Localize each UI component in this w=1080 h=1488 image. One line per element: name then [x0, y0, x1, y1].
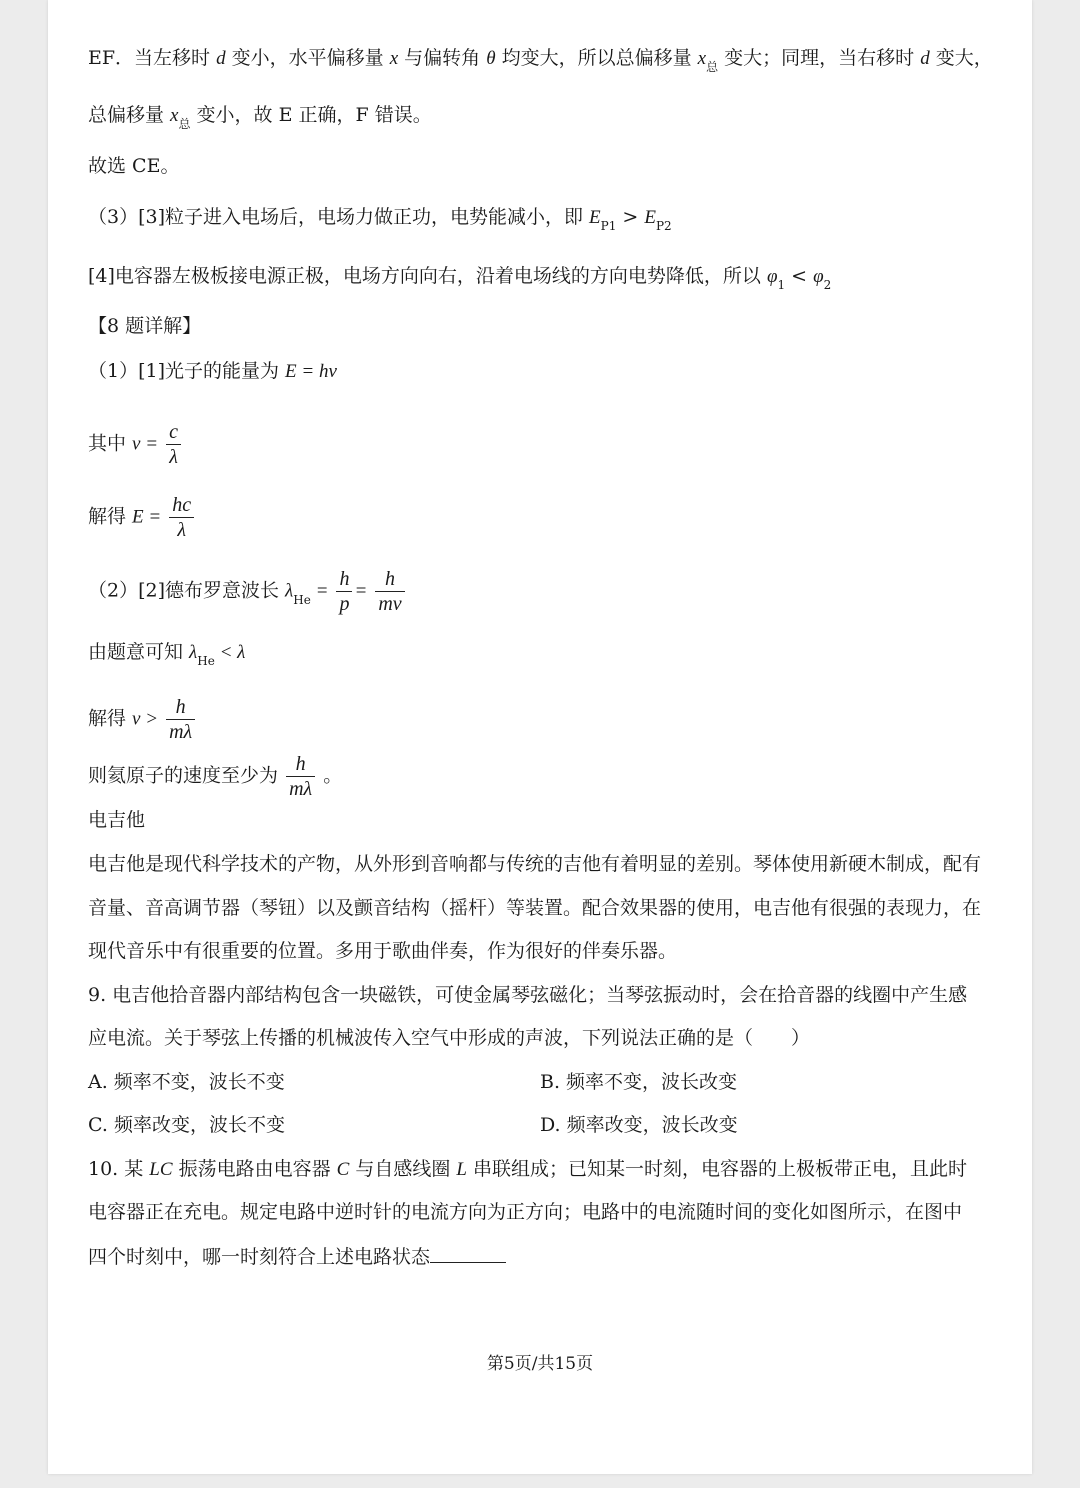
text: （1）[1]光子的能量为 — [88, 360, 286, 382]
denominator: p — [339, 593, 350, 615]
numerator: h — [286, 752, 315, 777]
q9-line-2: 应电流。关于琴弦上传播的机械波传入空气中形成的声波，下列说法正确的是（ ） — [88, 1027, 811, 1049]
text: 解得 — [88, 707, 133, 730]
page-footer: 第5页/共15页 — [486, 1354, 594, 1374]
var-d: d — [920, 48, 930, 69]
fraction — [169, 493, 194, 542]
text: 串联组成；已知某一时刻，电容器的上极板带正电，且此时 — [467, 1158, 968, 1180]
text: 变大；同理，当右移时 — [718, 47, 921, 69]
var-LC: LC — [149, 1159, 173, 1180]
text: （2）[2]德布罗意波长 — [88, 579, 286, 602]
guitar-title: 电吉他 — [88, 809, 146, 831]
text: [4]电容器左极板接电源正极，电场方向向右，沿着电场线的方向电势降低，所以 — [88, 265, 767, 287]
q8-energy-result — [88, 493, 196, 542]
text: 变小，故 E 正确，F 错误。 — [190, 104, 432, 126]
q8-frequency — [88, 420, 183, 469]
fraction — [375, 567, 404, 616]
denominator: mλ — [289, 778, 313, 800]
text: 均变大，所以总偏移量 — [495, 47, 698, 69]
ef-line-1 — [88, 44, 993, 74]
q10-line-3 — [88, 1242, 506, 1271]
numerator: h — [375, 567, 404, 592]
text: 总偏移量 — [88, 104, 171, 126]
fraction — [286, 752, 315, 801]
q8-photon-energy — [88, 357, 337, 386]
operator: = — [354, 580, 368, 602]
text: 10. 某 — [88, 1158, 150, 1180]
subscript: 总 — [178, 117, 191, 131]
subscript: 2 — [823, 278, 832, 292]
subscript: He — [293, 592, 311, 607]
guitar-paragraph-line-1: 电吉他是现代科学技术的产物，从外形到音响都与传统的吉他有着明显的差别。琴体使用新硬木制成，配有 — [88, 853, 982, 875]
text: 解得 — [88, 505, 133, 528]
text: 振荡电路由电容器 — [172, 1158, 337, 1180]
answer-blank — [430, 1242, 506, 1263]
fraction — [336, 567, 352, 616]
var-lambda: λ — [189, 642, 198, 663]
q3-part4 — [88, 262, 831, 292]
denominator: λ — [177, 519, 187, 541]
guitar-paragraph-line-3: 现代音乐中有很重要的位置。多用于歌曲伴奏，作为很好的伴奏乐器。 — [88, 940, 678, 962]
q8-condition — [88, 638, 245, 668]
choice-a: A. 频率不变，波长不变 — [88, 1071, 285, 1093]
q8-de-broglie — [88, 567, 407, 616]
subscript: P2 — [655, 219, 672, 233]
subscript: 1 — [777, 278, 786, 292]
choice-d: D. 频率改变，波长改变 — [540, 1114, 738, 1136]
q8-velocity-result — [88, 695, 197, 744]
var-d: d — [216, 48, 226, 69]
var-lambda: λ — [285, 580, 294, 602]
text: 与自感线圈 — [349, 1158, 457, 1180]
text: 则氦原子的速度至少为 — [88, 764, 279, 787]
operator: < — [785, 265, 814, 287]
formula: v > — [132, 708, 159, 730]
numerator: h — [166, 695, 195, 720]
text: 由题意可知 — [88, 641, 190, 663]
fraction — [166, 420, 181, 469]
subscript: He — [197, 654, 215, 668]
var-phi: φ — [813, 266, 824, 287]
ef-line-2 — [88, 101, 432, 131]
q8-min-speed — [88, 752, 342, 801]
subscript: P1 — [600, 219, 617, 233]
choice-b: B. 频率不变，波长改变 — [540, 1071, 738, 1093]
subscript: 总 — [706, 60, 719, 74]
numerator: c — [166, 420, 181, 445]
q9-line-1: 9. 电吉他拾音器内部结构包含一块磁铁，可使金属琴弦磁化；当琴弦振动时，会在拾音器的线圈中产生感 — [88, 984, 968, 1006]
var-x-total: x — [170, 105, 179, 126]
formula: ν = — [132, 433, 159, 455]
var-L: L — [456, 1159, 467, 1180]
text: 四个时刻中，哪一时刻符合上述电路状态 — [88, 1246, 431, 1268]
text: 。 — [317, 764, 343, 787]
numerator: hc — [169, 493, 194, 518]
var-C: C — [336, 1159, 350, 1180]
operator: > — [616, 206, 645, 228]
choice-c: C. 频率改变，波长不变 — [88, 1114, 285, 1136]
var-phi: φ — [766, 266, 778, 287]
var-x: x — [389, 48, 399, 69]
text: （3）[3]粒子进入电场后，电场力做正功，电势能减小，即 — [88, 206, 590, 228]
var-theta: θ — [486, 48, 496, 69]
guitar-paragraph-line-2: 音量、音高调节器（琴钮）以及颤音结构（摇杆）等装置。配合效果器的使用，电吉他有很强的表现力，在 — [88, 897, 982, 919]
numerator: h — [336, 567, 352, 592]
q10-line-1 — [88, 1155, 967, 1184]
document-page — [48, 0, 1032, 1474]
var-E: E — [589, 207, 601, 228]
formula: E = — [132, 506, 162, 528]
text: EF．当左移时 — [88, 47, 217, 69]
fraction — [166, 695, 195, 744]
q3-part3 — [88, 203, 672, 233]
text: 变大， — [929, 47, 993, 69]
operator: = — [310, 580, 329, 602]
denominator: mv — [378, 593, 402, 615]
denominator: λ — [169, 446, 178, 468]
text: 与偏转角 — [398, 47, 487, 69]
choose-ce: 故选 CE。 — [88, 155, 180, 177]
text: 变小，水平偏移量 — [225, 47, 390, 69]
var-x-total: x — [697, 48, 707, 69]
var-E: E — [644, 207, 656, 228]
q10-line-2: 电容器正在充电。规定电路中逆时针的电流方向为正方向；电路中的电流随时间的变化如图所示，在图中 — [88, 1201, 963, 1223]
formula: < λ — [214, 642, 246, 663]
text: 其中 — [88, 432, 133, 455]
denominator: mλ — [169, 721, 193, 743]
formula: E = hν — [285, 361, 337, 382]
q8-heading: 【8 题详解】 — [88, 315, 202, 337]
